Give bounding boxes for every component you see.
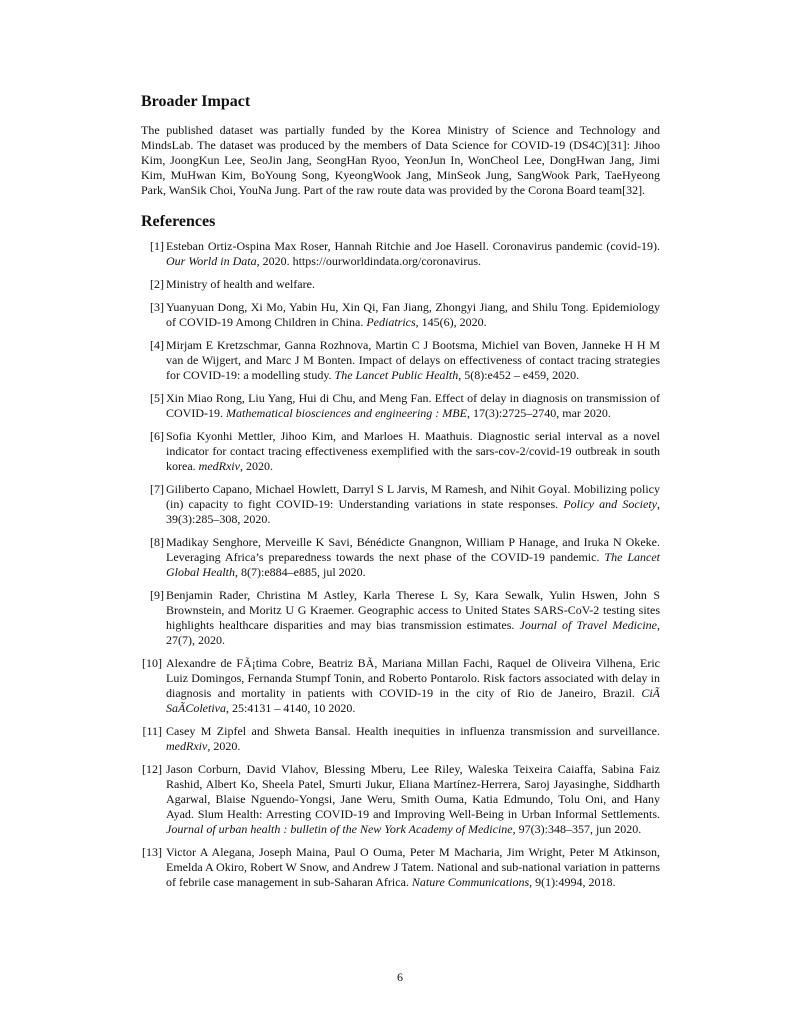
reference-list (141, 239, 660, 890)
reference-text (166, 429, 660, 473)
reference-venue: Journal of urban health : bulletin of the New York Academy of Medicine (166, 822, 513, 836)
reference-number: [7] (150, 482, 164, 496)
reference-number: [3] (150, 300, 164, 314)
reference-details: , 2020. (207, 739, 241, 753)
reference-details: , 25:4131 – 4140, 10 2020. (226, 701, 356, 715)
reference-entry (141, 588, 660, 648)
reference-details: , 27(7), 2020. (166, 618, 660, 647)
reference-details: , 5(8):e452 – e459, 2020. (458, 368, 580, 382)
reference-entry (141, 724, 660, 754)
reference-entry (141, 300, 660, 330)
reference-authors-title: Madikay Senghore, Merveille K Savi, Bénédicte Gnangnon, William P Hanage, and Iruka N Okeke. Leveraging Africa’s preparedness towards the next phase of the COVID-19 pandemic. (166, 535, 660, 564)
reference-text (166, 277, 315, 291)
reference-venue: medRxiv (166, 739, 208, 753)
reference-authors-title: Yuanyuan Dong, Xi Mo, Yabin Hu, Xin Qi, Fan Jiang, Zhongyi Jiang, and Shilu Tong. Epidemiology of COVID-19 Among Children in China. (166, 300, 660, 329)
reference-details: , 9(1):4994, 2018. (529, 875, 616, 889)
reference-venue: Mathematical biosciences and engineering : MBE (226, 406, 467, 420)
reference-authors-title: Alexandre de FÃ¡tima Cobre, Beatriz BÃ, Mariana Millan Fachi, Raquel de Oliveira Vilhena, Eric Luiz Domingos, Fernanda Stumpf Tonin, and Roberto Pontarolo. Risk factors associated with delay in diagnosis and mortality in patients with COVID-19 in the city of Rio de Janeiro, Brazil. (166, 656, 660, 700)
reference-authors-title: Xin Miao Rong, Liu Yang, Hui di Chu, and Meng Fan. Effect of delay in diagnosis on transmission of COVID-19. (166, 391, 660, 420)
reference-venue: Policy and Society (563, 497, 657, 511)
reference-number: [2] (150, 277, 164, 291)
reference-authors-title: Sofia Kyonhi Mettler, Jihoo Kim, and Marloes H. Maathuis. Diagnostic serial interval as a novel indicator for contact tracing effectiveness exemplified with the sars-cov-2/covid-19 outbreak in south korea. (166, 429, 660, 473)
reference-venue: The Lancet Public Health (334, 368, 459, 382)
reference-details: , 97(3):348–357, jun 2020. (512, 822, 642, 836)
reference-number: [4] (150, 338, 164, 352)
reference-text (166, 239, 660, 268)
reference-text (166, 762, 660, 836)
reference-text (166, 338, 660, 382)
reference-authors-title: Victor A Alegana, Joseph Maina, Paul O Ouma, Peter M Macharia, Jim Wright, Peter M Atkinson, Emelda A Okiro, Robert W Snow, and Andrew J Tatem. National and sub-national variation in patterns of febrile case management in sub-Saharan Africa. (166, 845, 660, 889)
reference-details: , 39(3):285–308, 2020. (166, 497, 660, 526)
reference-venue: Our World in Data (166, 254, 257, 268)
reference-entry (141, 429, 660, 474)
paper-page (141, 92, 660, 898)
reference-entry (141, 762, 660, 837)
reference-text (166, 845, 660, 889)
reference-entry (141, 239, 660, 269)
reference-details: , 17(3):2725–2740, mar 2020. (466, 406, 611, 420)
reference-details: , 145(6), 2020. (415, 315, 487, 329)
reference-number: [11] (142, 724, 162, 738)
reference-venue: medRxiv (198, 459, 240, 473)
reference-number: [12] (142, 762, 162, 776)
reference-entry (141, 656, 660, 716)
reference-entry (141, 338, 660, 383)
reference-venue: CiÃ SaÃColetiva (166, 686, 660, 715)
reference-number: [8] (150, 535, 164, 549)
page-number: 6 (397, 970, 403, 984)
reference-number: [10] (142, 656, 162, 670)
reference-venue: Journal of Travel Medicine (519, 618, 657, 632)
reference-entry (141, 845, 660, 890)
reference-text (166, 535, 660, 579)
broader-impact-paragraph: The published dataset was partially funded by the Korea Ministry of Science and Technology and MindsLab. The dataset was produced by the members of Data Science for COVID-19 (DS4C)[31]: Jihoo Kim, JoongKun Lee, SeoJin Jang, SeongHan Ryoo, YeonJun In, WonCheol Lee, DongHwan Jang, Jimi Kim, MuHwan Kim, BoYoung Song, KyeongWook Jang, MinSeok Jung, SangWook Park, TaeHyeong Park, WanSik Choi, YouNa Jung. Part of the raw route data was provided by the Corona Board team[32]. (141, 123, 660, 197)
reference-number: [13] (142, 845, 162, 859)
reference-number: [5] (150, 391, 164, 405)
reference-number: [1] (150, 239, 164, 253)
reference-entry (141, 391, 660, 421)
reference-authors-title: Casey M Zipfel and Shweta Bansal. Health inequities in influenza transmission and surveillance. (166, 724, 660, 738)
reference-entry (141, 482, 660, 527)
reference-text (166, 588, 660, 647)
reference-authors-title: Ministry of health and welfare. (166, 277, 315, 291)
reference-text (166, 391, 660, 420)
reference-authors-title: Mirjam E Kretzschmar, Ganna Rozhnova, Martin C J Bootsma, Michiel van Boven, Janneke H H M van de Wijgert, and Marc J M Bonten. Impact of delays on effectiveness of contact tracing strategies for COVID-19: a modelling study. (166, 338, 660, 382)
reference-authors-title: Benjamin Rader, Christina M Astley, Karla Therese L Sy, Kara Sewalk, Yulin Hswen, John S Brownstein, and Moritz U G Kraemer. Geographic access to United States SARS-CoV-2 testing sites highlights healthcare disparities and may bias transmission estimates. (166, 588, 660, 632)
reference-entry (141, 535, 660, 580)
reference-number: [6] (150, 429, 164, 443)
reference-text (166, 482, 660, 526)
broader-impact-heading: Broader Impact (141, 93, 251, 110)
reference-text (166, 724, 660, 753)
reference-details: , 2020. (239, 459, 273, 473)
references-heading: References (141, 213, 216, 230)
reference-authors-title: Giliberto Capano, Michael Howlett, Darryl S L Jarvis, M Ramesh, and Nihit Goyal. Mobilizing policy (in) capacity to fight COVID-19: Understanding variations in state responses. (166, 482, 660, 511)
reference-authors-title: Esteban Ortiz-Ospina Max Roser, Hannah Ritchie and Joe Hasell. Coronavirus pandemic (covid-19). (166, 239, 660, 253)
reference-details: , 8(7):e884–e885, jul 2020. (235, 565, 366, 579)
reference-venue: The Lancet Global Health (166, 550, 660, 579)
reference-text (166, 300, 660, 329)
reference-entry (141, 277, 660, 292)
reference-venue: Nature Communications (411, 875, 530, 889)
reference-details: , 2020. https://ourworldindata.org/coronavirus. (256, 254, 481, 268)
reference-venue: Pediatrics (366, 315, 416, 329)
reference-text (166, 656, 660, 715)
reference-authors-title: Jason Corburn, David Vlahov, Blessing Mberu, Lee Riley, Waleska Teixeira Caiaffa, Sabina Faiz Rashid, Albert Ko, Sheela Patel, Smurti Jukur, Eliana Martínez-Herrera, Saroj Jayasinghe, Siddharth Agarwal, Blaise Nguendo-Yongsi, Jane Weru, Smith Ouma, Katia Edmundo, Tolu Oni, and Hany Ayad. Slum Health: Arresting COVID-19 and Improving Well-Being in Urban Informal Settlements. (166, 762, 660, 821)
reference-number: [9] (150, 588, 164, 602)
